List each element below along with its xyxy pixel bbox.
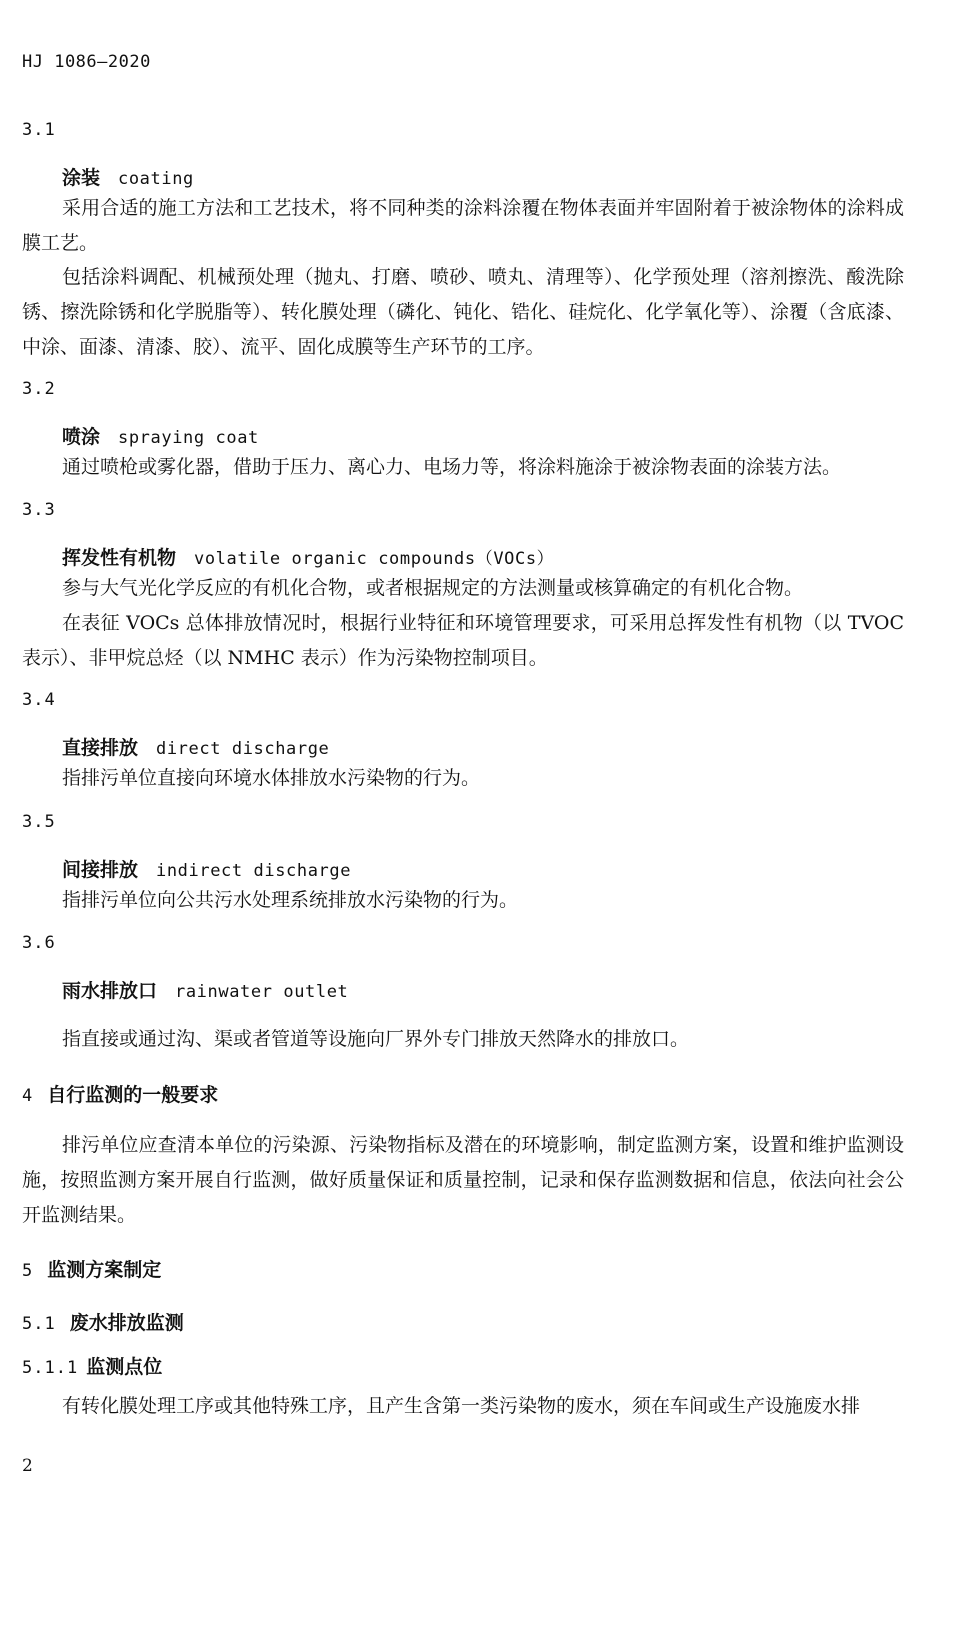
section-heading <box>22 1080 218 1107</box>
section-number: 4 <box>22 1086 34 1106</box>
paragraph: 参与大气光化学反应的有机化合物，或者根据规定的方法测量或核算确定的有机化合物。 <box>62 577 804 599</box>
section-heading <box>22 1255 161 1282</box>
term-number: 3.3 <box>22 500 56 520</box>
section-number: 5.1 <box>22 1314 56 1334</box>
term-number: 3.6 <box>22 933 56 953</box>
subsection-heading <box>22 1308 184 1335</box>
term-zh: 直接排放 <box>62 737 139 759</box>
section-title: 监测点位 <box>86 1356 163 1378</box>
paragraph: 指排污单位向公共污水处理系统排放水污染物的行为。 <box>62 889 519 911</box>
section-title: 废水排放监测 <box>69 1312 184 1334</box>
paragraph: 指排污单位直接向环境水体排放水污染物的行为。 <box>62 767 481 789</box>
term-en: coating <box>118 169 194 189</box>
page-number: 2 <box>22 1456 33 1476</box>
term-zh: 间接排放 <box>62 859 139 881</box>
section-number: 5 <box>22 1261 34 1281</box>
paragraph: 在表征 VOCs 总体排放情况时，根据行业特征和环境管理要求，可采用总挥发性有机物（以 TVOC 表示）、非甲烷总烃（以 NMHC 表示）作为污染物控制项目。 <box>22 612 904 669</box>
subsubsection-heading <box>22 1352 162 1379</box>
section-title: 自行监测的一般要求 <box>47 1084 219 1106</box>
term-title <box>62 422 259 449</box>
paragraph: 有转化膜处理工序或其他特殊工序，且产生含第一类污染物的废水，须在车间或生产设施废水排 <box>62 1395 861 1417</box>
term-en: rainwater outlet <box>175 982 349 1002</box>
term-title <box>62 543 554 570</box>
term-en: spraying coat <box>118 428 259 448</box>
term-zh: 挥发性有机物 <box>62 547 177 569</box>
term-title <box>62 976 348 1003</box>
section-title: 监测方案制定 <box>47 1259 162 1281</box>
term-title <box>62 733 329 760</box>
section-number: 5.1.1 <box>22 1358 79 1378</box>
term-number: 3.4 <box>22 690 56 710</box>
document-header: HJ 1086—2020 <box>22 52 151 72</box>
term-title <box>62 163 194 190</box>
paragraph: 指直接或通过沟、渠或者管道等设施向厂界外专门排放天然降水的排放口。 <box>62 1028 690 1050</box>
term-zh: 雨水排放口 <box>62 980 158 1002</box>
paragraph: 通过喷枪或雾化器，借助于压力、离心力、电场力等，将涂料施涂于被涂物表面的涂装方法。 <box>62 456 842 478</box>
paragraph: 采用合适的施工方法和工艺技术，将不同种类的涂料涂覆在物体表面并牢固附着于被涂物体的涂料成膜工艺。 <box>22 197 904 254</box>
term-number: 3.5 <box>22 812 56 832</box>
term-title <box>62 855 351 882</box>
term-zh: 涂装 <box>62 167 101 189</box>
paragraph: 排污单位应查清本单位的污染源、污染物指标及潜在的环境影响，制定监测方案，设置和维护监测设施，按照监测方案开展自行监测，做好质量保证和质量控制，记录和保存监测数据和信息，依法向社会公开监测结果。 <box>22 1134 904 1226</box>
term-en: direct discharge <box>156 739 330 759</box>
term-zh: 喷涂 <box>62 426 101 448</box>
term-en: volatile organic compounds（VOCs） <box>194 549 555 569</box>
term-number: 3.2 <box>22 379 56 399</box>
paragraph: 包括涂料调配、机械预处理（抛丸、打磨、喷砂、喷丸、清理等）、化学预处理（溶剂擦洗、酸洗除锈、擦洗除锈和化学脱脂等）、转化膜处理（磷化、钝化、锆化、硅烷化、化学氧化等）、涂覆（含底漆、中涂、面漆、清漆、胶）、流平、固化成膜等生产环节的工序。 <box>22 266 904 358</box>
term-number: 3.1 <box>22 120 56 140</box>
term-en: indirect discharge <box>156 861 352 881</box>
